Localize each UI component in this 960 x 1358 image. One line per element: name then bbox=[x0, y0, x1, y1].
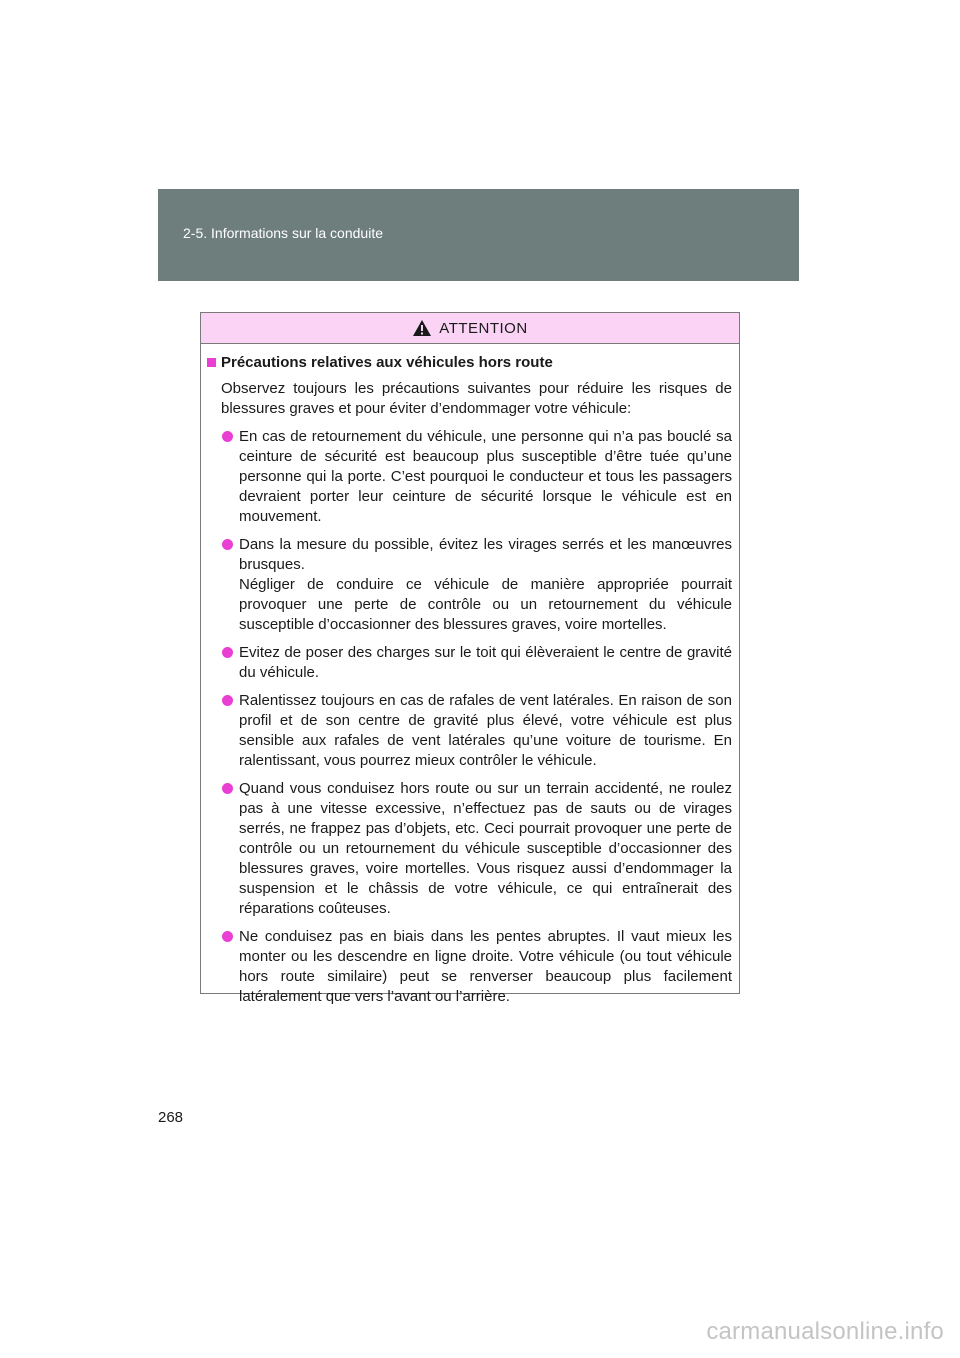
list-item bbox=[221, 691, 732, 771]
precautions-heading-text: Précautions relatives aux véhicules hors route bbox=[221, 354, 553, 371]
watermark: carmanualsonline.info bbox=[706, 1318, 944, 1345]
bullet-dot-icon bbox=[222, 539, 233, 550]
bullet-dot-icon bbox=[222, 695, 233, 706]
list-item-text: Ralentissez toujours en cas de rafales de vent latérales. En raison de son profil et de son centre de gravité plus élevé, votre véhicule est plus sensible aux rafales de vent latérales qu’une voiture de tourisme. En ralentissant, vous pourrez mieux contrôler le véhicule. bbox=[239, 692, 732, 769]
section-title: 2-5. Informations sur la conduite bbox=[183, 225, 383, 241]
list-item bbox=[221, 927, 732, 1007]
precautions-heading bbox=[207, 353, 732, 373]
precautions-list bbox=[207, 427, 732, 1007]
list-item bbox=[221, 643, 732, 683]
section-header-band bbox=[158, 189, 799, 281]
warning-triangle-icon bbox=[412, 319, 432, 337]
bullet-dot-icon bbox=[222, 931, 233, 942]
list-item-text: En cas de retournement du véhicule, une personne qui n’a pas bouclé sa ceinture de sécurité est beaucoup plus susceptible d’être tuée qu’une personne qui la porte. C’est pourquoi le conducteur et tous les passagers devraient porter leur ceinture de sécurité lorsque le véhicule est en mouvement. bbox=[239, 428, 732, 525]
precautions-intro: Observez toujours les précautions suivantes pour réduire les risques de blessures graves et pour éviter d’endommager votre véhicule: bbox=[221, 380, 732, 417]
warning-box bbox=[200, 312, 740, 1005]
list-item bbox=[221, 779, 732, 919]
warning-heading: ATTENTION bbox=[439, 319, 528, 337]
list-item bbox=[221, 535, 732, 635]
list-item bbox=[221, 427, 732, 527]
warning-header bbox=[201, 313, 739, 344]
bullet-dot-icon bbox=[222, 783, 233, 794]
list-item-text: Dans la mesure du possible, évitez les virages serrés et les manœuvres brusques. Négliger de conduire ce véhicule de manière appropriée pourrait provoquer une perte de contrôle ou un retournement du véhicule susceptible d’occasionner des blessures graves, voire mortelles. bbox=[239, 536, 732, 633]
page-number: 268 bbox=[158, 1109, 184, 1126]
square-bullet-icon bbox=[207, 358, 216, 367]
list-item-text: Evitez de poser des charges sur le toit qui élèveraient le centre de gravité du véhicule. bbox=[239, 644, 732, 681]
list-item-text: Quand vous conduisez hors route ou sur un terrain accidenté, ne roulez pas à une vitesse excessive, n’effectuez pas de sauts ou de virages serrés, ne frappez pas d’objets, etc. Ceci pourrait provoquer une perte de contrôle ou un retournement du véhicule susceptible d’occasionner des blessures graves, voire mortelles. Vous risquez aussi d’endommager la suspension et le châssis de votre véhicule, ce qui entraînerait des réparations coûteuses. bbox=[239, 780, 732, 917]
warning-body bbox=[201, 344, 739, 1007]
bullet-dot-icon bbox=[222, 647, 233, 658]
list-item-text: Ne conduisez pas en biais dans les pentes abruptes. Il vaut mieux les monter ou les descendre en ligne droite. Votre véhicule (ou tout véhicule hors route similaire) peut se renverser beaucoup plus facilement latéralement que vers l’avant ou l’arrière. bbox=[239, 928, 732, 1005]
bullet-dot-icon bbox=[222, 431, 233, 442]
